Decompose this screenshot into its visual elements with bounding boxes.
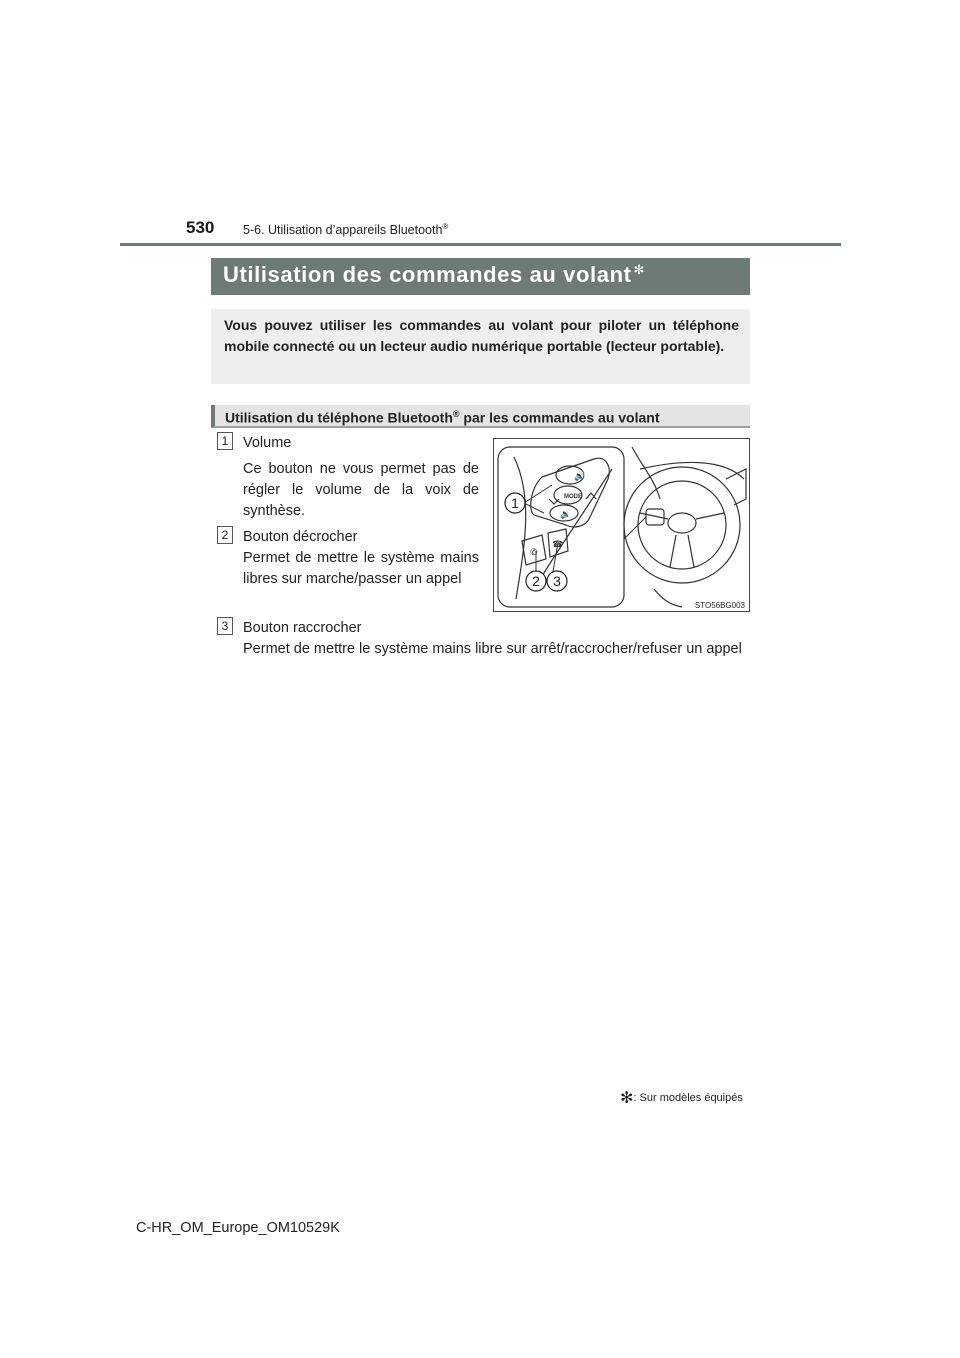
footnote-marker: ✻ — [633, 262, 646, 277]
registered-mark: ® — [452, 409, 460, 419]
steering-controls-illustration — [494, 439, 749, 611]
volume-down-icon: 🔉 — [560, 510, 572, 520]
subsection-title-end: par les commandes au volant — [459, 409, 660, 426]
footnote-star: ✻ — [620, 1090, 634, 1107]
subsection-header — [211, 405, 750, 428]
steering-wheel-rim — [624, 467, 740, 583]
item-description-pickup: Permet de mettre le système mains libres sur marche/passer un appel — [243, 550, 479, 587]
item-number-1: 1 — [217, 432, 233, 450]
page-title: Utilisation des commandes au volant — [223, 262, 632, 287]
item-title-hangup: Bouton raccrocher — [243, 620, 362, 636]
callout-1: 1 — [511, 495, 519, 511]
volume-up-icon: 🔊 — [574, 472, 586, 482]
wheel-spoke-curve — [514, 457, 526, 599]
phone-pickup-icon: ✆ — [530, 548, 538, 558]
inset-pointer — [624, 517, 646, 539]
column-line — [654, 589, 682, 607]
item-number-2: 2 — [217, 526, 233, 544]
steering-controls-figure — [493, 438, 750, 612]
callout-3: 3 — [553, 573, 561, 589]
steering-hub — [668, 513, 696, 533]
dash-vent — [726, 469, 746, 505]
phone-hangup-icon: ☎ — [552, 540, 564, 550]
registered-mark: ® — [442, 222, 449, 231]
steering-spokes — [640, 513, 724, 567]
callout-1-leader — [524, 485, 552, 513]
footnote-text: : Sur modèles équipés — [633, 1092, 743, 1104]
footnote — [620, 1088, 743, 1108]
dashboard-line-2 — [640, 462, 744, 479]
header-rule — [120, 243, 841, 246]
intro-box: Vous pouvez utiliser les commandes au volant pour piloter un téléphone mobile connecté ou un lecteur audio numérique portable (lecteur portable). — [211, 309, 750, 384]
figure-code: STO56BG003 — [694, 601, 745, 610]
item-title-volume: Volume — [243, 435, 292, 451]
subsection-title-start: Utilisation du téléphone Bluetooth — [225, 409, 453, 426]
item-description-hangup: Permet de mettre le système mains libre sur arrêt/raccrocher/refuser un appel — [243, 641, 742, 657]
page-title-bar — [211, 258, 750, 295]
item-description-volume: Ce bouton ne vous permet pas de régler le volume de la voix de synthèse. — [243, 461, 479, 519]
document-id: C-HR_OM_Europe_OM10529K — [136, 1220, 340, 1236]
mode-key-label: MODE — [564, 494, 582, 500]
section-breadcrumb — [243, 222, 448, 237]
page-number: 530 — [186, 218, 215, 237]
callout-2: 2 — [532, 573, 540, 589]
section-title: 5-6. Utilisation d’appareils Bluetooth — [243, 223, 443, 238]
item-title-pickup: Bouton décrocher — [243, 529, 358, 545]
item-number-3: 3 — [217, 617, 233, 635]
